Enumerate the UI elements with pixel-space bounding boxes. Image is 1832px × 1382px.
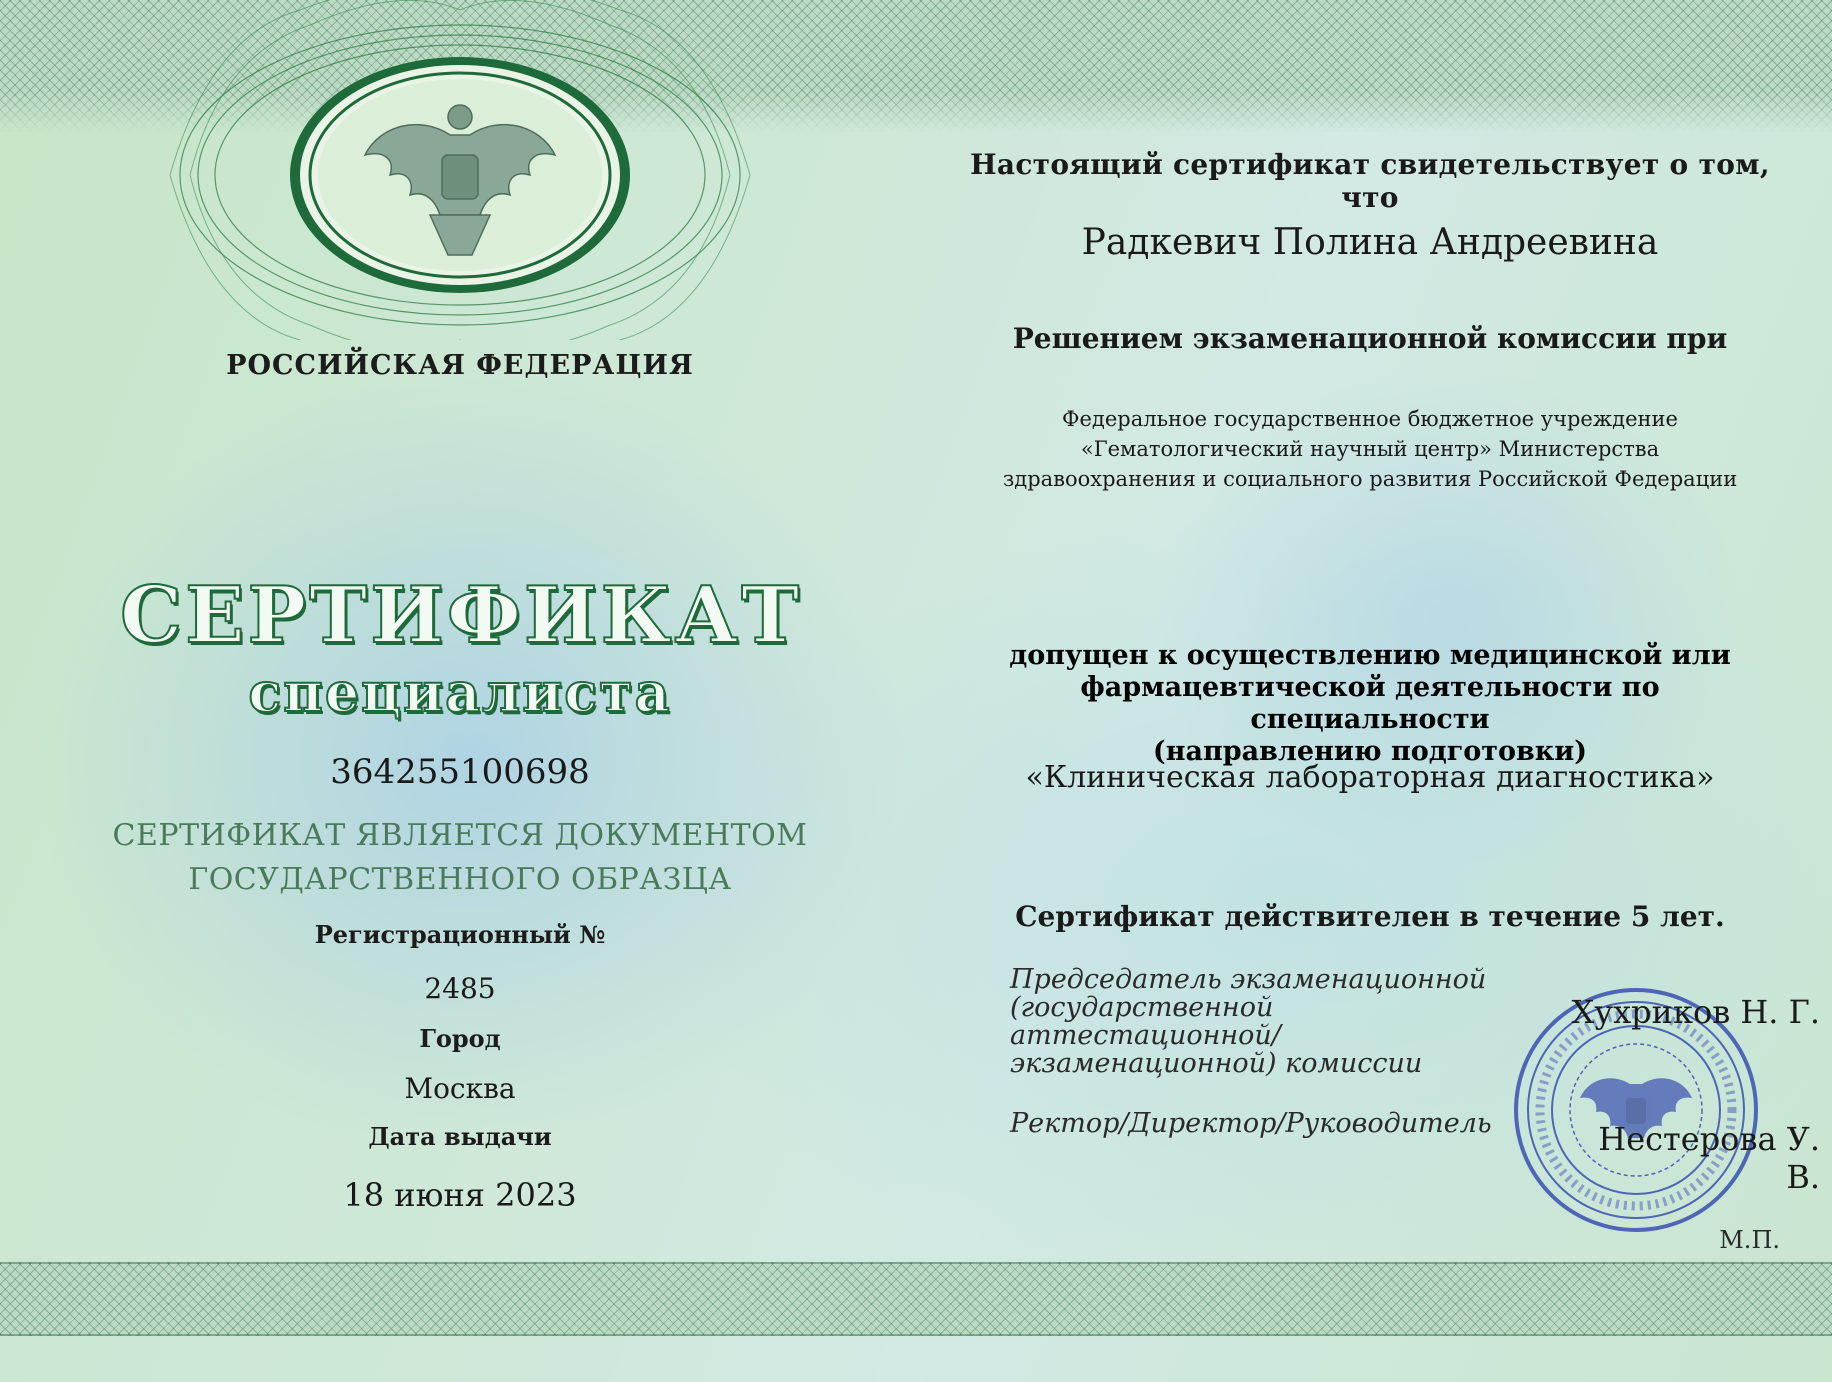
chair-label-line-2: (государственной аттестационной/ [1010, 992, 1281, 1051]
city-value: Москва [404, 1072, 516, 1105]
organization-text [960, 404, 1780, 494]
holder-name: Радкевич Полина Андреевина [1081, 222, 1659, 263]
certificate-number: 364255100698 [330, 752, 590, 792]
admission-line-2: фармацевтической деятельности по специальности [1080, 672, 1660, 735]
chair-label [1010, 966, 1530, 1078]
decision-text: Решением экзаменационной комиссии при [1012, 322, 1728, 355]
specialty-text: «Клиническая лабораторная диагностика» [1025, 760, 1715, 795]
admission-text [1000, 640, 1740, 768]
emblem-rosette [0, 0, 800, 340]
organization-line-3: здравоохранения и социального развития Российской Федерации [1002, 467, 1738, 491]
state-document-line-2: ГОСУДАРСТВЕННОГО ОБРАЗЦА [188, 862, 732, 897]
stamp-place-mark: М.П. [1719, 1226, 1780, 1254]
issue-date-value: 18 июня 2023 [343, 1176, 577, 1214]
bottom-guilloche-border [0, 1262, 1832, 1336]
country-label: РОССИЙСКАЯ ФЕДЕРАЦИЯ [226, 350, 694, 381]
organization-line-1: Федеральное государственное бюджетное учреждение [1062, 407, 1678, 431]
head-label: Ректор/Директор/Руководитель [1010, 1108, 1492, 1139]
chair-label-line-3: экзаменационной) комиссии [1010, 1048, 1423, 1079]
certificate-subtitle: специалиста [248, 660, 672, 724]
validity-text: Сертификат действителен в течение 5 лет. [1015, 900, 1725, 933]
certificate-title: СЕРТИФИКАТ [120, 570, 803, 661]
city-label: Город [419, 1024, 501, 1053]
head-name: Нестерова У. В. [1598, 1120, 1820, 1196]
issue-date-label: Дата выдачи [368, 1122, 552, 1151]
state-document-line-1: СЕРТИФИКАТ ЯВЛЯЕТСЯ ДОКУМЕНТОМ [112, 818, 808, 853]
admission-line-1: допущен к осуществлению медицинской или [1009, 640, 1731, 671]
intro-text: Настоящий сертификат свидетельствует о том, что [970, 148, 1770, 214]
registration-number: 2485 [424, 972, 496, 1005]
admission-line-3: (направлению подготовки) [1152, 736, 1588, 767]
chair-label-line-1: Председатель экзаменационной [1010, 964, 1487, 995]
chair-name: Хухриков Н. Г. [1571, 993, 1820, 1031]
registration-label: Регистрационный № [314, 920, 606, 949]
organization-line-2: «Гематологический научный центр» Министерства [1080, 437, 1660, 461]
